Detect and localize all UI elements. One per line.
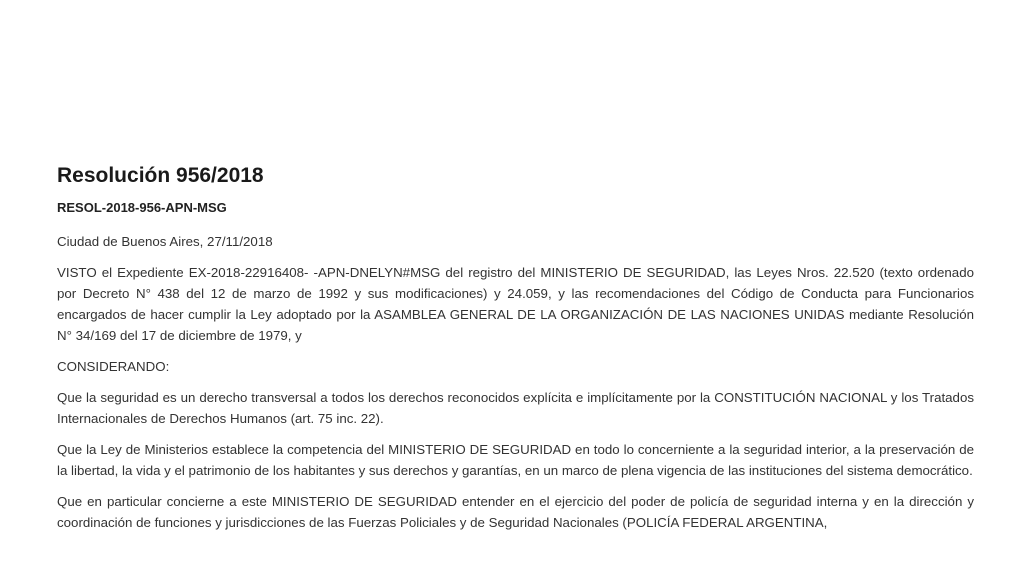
document-reference: RESOL-2018-956-APN-MSG bbox=[57, 200, 227, 215]
document-title: Resolución 956/2018 bbox=[57, 164, 264, 187]
resolution-content bbox=[57, 162, 974, 533]
paragraph-seguridad-derecho: Que la seguridad es un derecho transversal a todos los derechos reconocidos explícita e implícitamente por la CONSTITUCIÓN NACIONAL y los Tratados Internacionales de Derechos Humanos (art. 75 inc. 22). bbox=[57, 390, 974, 426]
paragraph-poder-policia: Que en particular concierne a este MINISTERIO DE SEGURIDAD entender en el ejercicio del poder de policía de seguridad interna y en la dirección y coordinación de funciones y jurisdicciones de las Fuerzas Policiales y de Seguridad Nacionales (POLICÍA FEDERAL ARGENTINA, bbox=[57, 494, 974, 530]
place-date: Ciudad de Buenos Aires, 27/11/2018 bbox=[57, 234, 273, 249]
paragraph-considerando-heading: CONSIDERANDO: bbox=[57, 359, 170, 374]
paragraph-ley-ministerios: Que la Ley de Ministerios establece la competencia del MINISTERIO DE SEGURIDAD en todo lo concerniente a la seguridad interior, a la preservación de la libertad, la vida y el patrimonio de los habitantes y sus derechos y garantías, en un marco de plena vigencia de las instituciones del sistema democrático. bbox=[57, 442, 974, 478]
paragraph-visto: VISTO el Expediente EX-2018-22916408- -APN-DNELYN#MSG del registro del MINISTERIO DE SEGURIDAD, las Leyes Nros. 22.520 (texto ordenado por Decreto N° 438 del 12 de marzo de 1992 y sus modificaciones) y 24.059, y las recomendaciones del Código de Conducta para Funcionarios encargados de hacer cumplir la Ley adoptado por la ASAMBLEA GENERAL DE LA ORGANIZACIÓN DE LAS NACIONES UNIDAS mediante Resolución N° 34/169 del 17 de diciembre de 1979, y bbox=[57, 265, 974, 343]
